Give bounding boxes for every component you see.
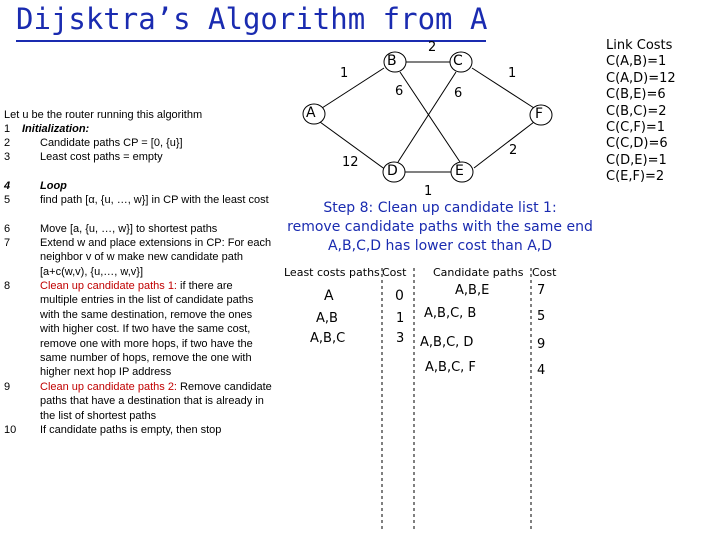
- line-number: 4: [4, 180, 11, 192]
- edge-label-a-b: 1: [340, 66, 349, 81]
- edge-label-c-d: 6: [454, 86, 463, 101]
- algorithm-intro: Let u be the router running this algorithm: [4, 109, 203, 121]
- edge-label-c-f: 1: [508, 66, 517, 81]
- link-cost-item: C(B,C)=2: [606, 103, 667, 119]
- node-e: E: [455, 163, 464, 179]
- least-cost-header: Least costs paths: [284, 266, 380, 279]
- candidate-cost: 9: [537, 337, 546, 352]
- line-number: 9: [4, 381, 11, 393]
- edge-label-a-d: 12: [342, 155, 359, 170]
- candidate-cost: 5: [537, 309, 546, 324]
- link-cost-item: C(C,F)=1: [606, 120, 666, 136]
- link-costs-title: Link Costs: [606, 38, 673, 53]
- edge-label-b-e: 6: [395, 84, 404, 99]
- step-line-2: remove candidate paths with the same end: [287, 219, 593, 235]
- least-cost-value: 1: [396, 311, 405, 326]
- algorithm-line: Move [a, {u, …, w}] to shortest paths: [40, 223, 218, 235]
- page-title: Dijsktra’s Algorithm from A: [16, 2, 488, 36]
- step-line-3: A,B,C,D has lower cost than A,D: [327, 238, 553, 254]
- candidate-path: A,B,C, D: [420, 335, 474, 350]
- node-b: B: [387, 53, 397, 69]
- candidate-path: A,B,C, F: [425, 360, 476, 375]
- edge-label-d-e: 1: [424, 184, 433, 199]
- least-cost-value: 0: [395, 288, 404, 304]
- node-c: C: [453, 53, 463, 69]
- least-cost-value: 3: [396, 331, 405, 346]
- link-cost-item: C(A,B)=1: [606, 54, 667, 70]
- algorithm-line: If candidate paths is empty, then stop: [40, 424, 222, 436]
- least-cost-path: A,B,C: [310, 331, 346, 346]
- line-number: 10: [4, 424, 17, 436]
- link-cost-item: C(B,E)=6: [606, 87, 666, 103]
- least-cost-path: A,B: [316, 311, 338, 326]
- candidate-header: Candidate paths: [433, 266, 524, 279]
- edge-label-f-e: 2: [509, 143, 518, 158]
- link-cost-item: C(C,D)=6: [606, 136, 668, 152]
- line-number: 7: [4, 237, 11, 249]
- algorithm-line: Least cost paths = empty: [40, 151, 163, 163]
- link-cost-item: C(D,E)=1: [606, 152, 667, 168]
- line-number: 5: [4, 194, 11, 206]
- least-cost-cost-header: Cost: [382, 266, 407, 279]
- algorithm-line: find path [α, {u, …, w}] in CP with the least cost: [40, 194, 269, 206]
- line-number: 8: [4, 280, 11, 292]
- algorithm-line: Candidate paths CP = [0, {u}]: [40, 137, 183, 149]
- link-cost-item: C(A,D)=12: [606, 70, 676, 86]
- link-costs-panel: [606, 38, 676, 186]
- line-number: 6: [4, 223, 11, 235]
- line-number: 2: [4, 137, 11, 149]
- line-number: 1: [4, 123, 11, 135]
- candidate-path: A,B,C, B: [424, 306, 477, 321]
- node-f: F: [535, 106, 544, 122]
- link-cost-item: C(E,F)=2: [606, 169, 665, 185]
- candidate-cost: 4: [537, 363, 546, 378]
- algorithm-line: Loop: [40, 180, 67, 192]
- algorithm-line: Extend w and place extensions in CP: For each neighbor v of w make new candidate path [a+c(w,v), {u,…, w,v}]: [40, 237, 272, 278]
- node-d: D: [387, 163, 398, 179]
- algorithm-line: Clean up candidate paths 1: if there are multiple entries in the list of candidate paths with the same destination, remove the ones with higher cost. If two have the same cost, remove one with more hops, if two have the same number of hops, remove the one with higher next hop IP address: [40, 280, 254, 379]
- algorithm-line: Clean up candidate paths 2: Remove candidate paths that have a destination that is already in the list of shortest paths: [40, 381, 272, 422]
- node-a: A: [306, 105, 316, 121]
- candidate-path: A,B,E: [455, 283, 490, 298]
- edge-label-b-c: 2: [428, 40, 437, 55]
- least-cost-path: A: [324, 288, 334, 304]
- candidate-cost: 7: [537, 283, 546, 298]
- candidate-cost-header: Cost: [532, 266, 557, 279]
- algorithm-line: Initialization:: [22, 123, 90, 135]
- step-line-1: Step 8: Clean up candidate list 1:: [323, 200, 557, 216]
- line-number: 3: [4, 151, 11, 163]
